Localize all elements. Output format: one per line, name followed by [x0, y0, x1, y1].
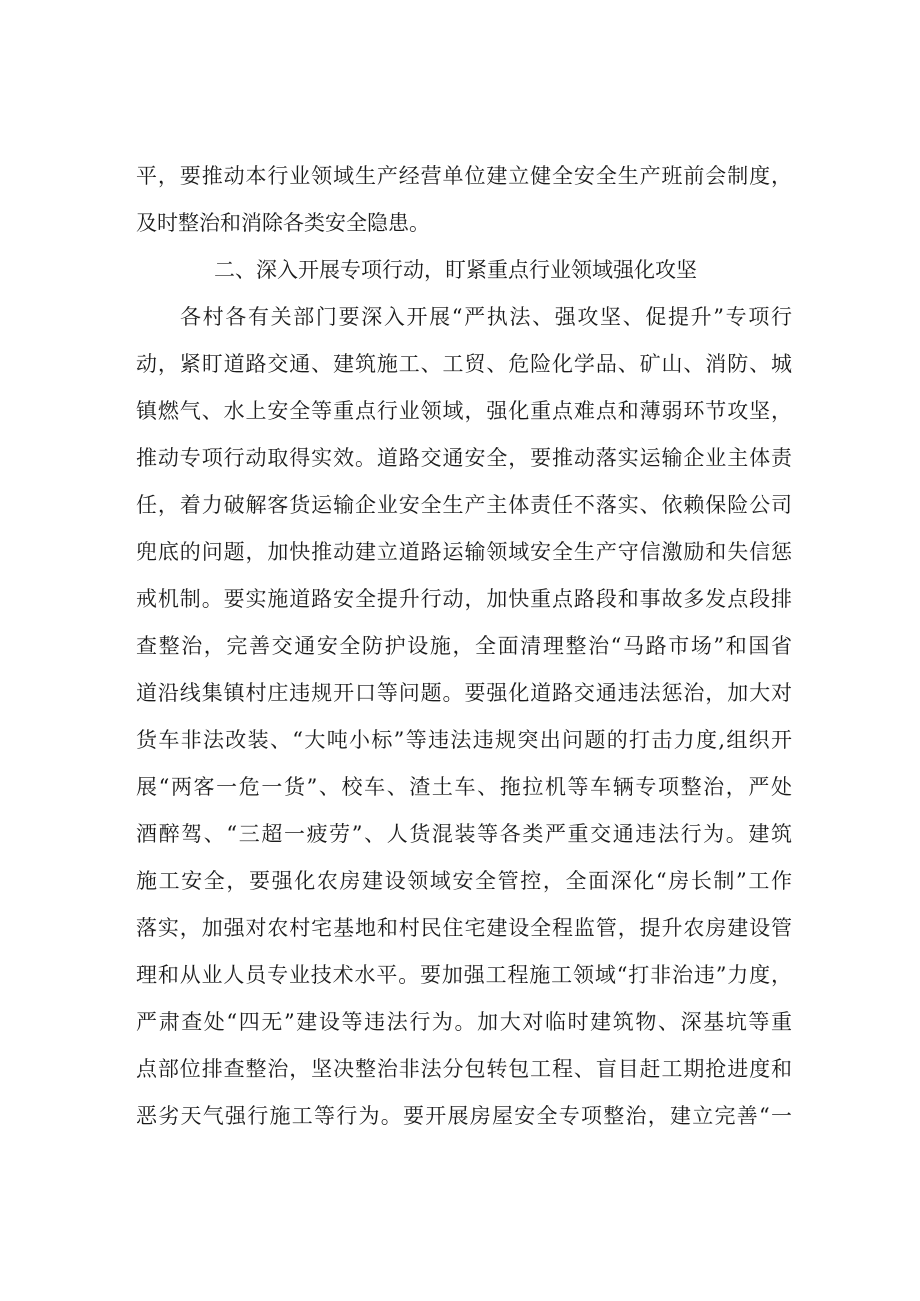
text-line: 兜底的问题，加快推动建立道路运输领域安全生产守信激励和失信惩 [136, 540, 792, 564]
text-line: 恶劣天气强行施工等行为。要开展房屋安全专项整治，建立完善“一 [136, 1104, 792, 1128]
text-line: 施工安全，要强化农房建设领域安全管控，全面深化“房长制”工作 [136, 869, 792, 893]
text-line: 展“两客一危一货”、校车、渣土车、拖拉机等车辆专项整治，严处 [136, 775, 792, 799]
text-line: 查整治，完善交通安全防护设施，全面清理整治“马路市场”和国省 [136, 634, 792, 658]
text-line: 理和从业人员专业技术水平。要加强工程施工领域“打非治违”力度， [136, 963, 792, 987]
text-line: 酒醉驾、“三超一疲劳”、人货混装等各类严重交通违法行为。建筑 [136, 822, 792, 846]
text-line: 推动专项行动取得实效。道路交通安全，要推动落实运输企业主体责 [136, 446, 792, 470]
text-line: 点部位排查整治，坚决整治非法分包转包工程、盲目赶工期抢进度和 [136, 1057, 792, 1081]
section-heading: 二、深入开展专项行动，盯紧重点行业领域强化攻坚 [214, 258, 697, 282]
text-line: 平，要推动本行业领域生产经营单位建立健全安全生产班前会制度， [136, 164, 792, 188]
text-line: 任，着力破解客货运输企业安全生产主体责任不落实、依赖保险公司 [136, 493, 792, 517]
text-line: 货车非法改装、“大吨小标”等违法违规突出问题的打击力度,组织开 [136, 728, 792, 752]
text-line: 动，紧盯道路交通、建筑施工、工贸、危险化学品、矿山、消防、城 [136, 352, 792, 376]
text-line: 严肃查处“四无”建设等违法行为。加大对临时建筑物、深基坑等重 [136, 1010, 792, 1034]
text-line: 道沿线集镇村庄违规开口等问题。要强化道路交通违法惩治，加大对 [136, 681, 792, 705]
text-line: 及时整治和消除各类安全隐患。 [136, 211, 430, 235]
text-line: 戒机制。要实施道路安全提升行动，加快重点路段和事故多发点段排 [136, 587, 792, 611]
paragraph-first-line: 各村各有关部门要深入开展“严执法、强攻坚、促提升”专项行 [180, 305, 792, 329]
text-line: 落实，加强对农村宅基地和村民住宅建设全程监管，提升农房建设管 [136, 916, 792, 940]
text-line: 镇燃气、水上安全等重点行业领域，强化重点难点和薄弱环节攻坚， [136, 399, 792, 423]
